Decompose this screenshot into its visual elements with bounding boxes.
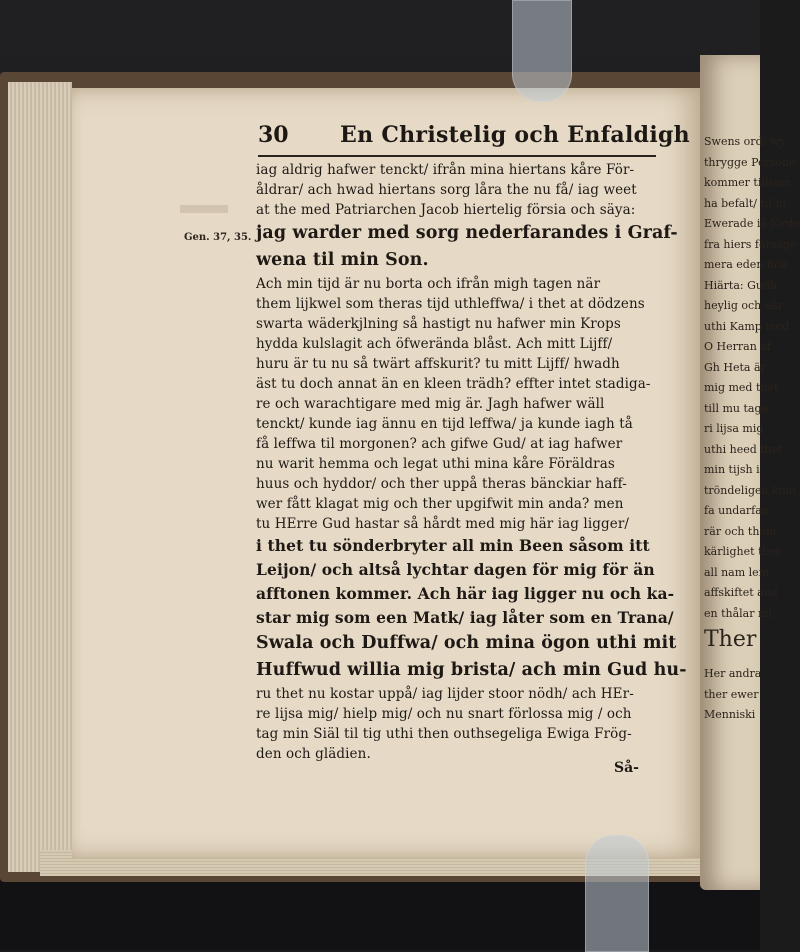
facing-page-line: kärlighet thet bbox=[704, 545, 781, 558]
margin-reference: Gen. 37, 35. bbox=[184, 232, 252, 243]
facing-page-line: Menniski bbox=[704, 708, 756, 721]
text-line: swarta wäderkjlning så hastigt nu hafwer min Krops bbox=[256, 316, 621, 332]
text-line: tu HErre Gud hastar så hårdt med mig här iag ligger/ bbox=[256, 516, 630, 532]
facing-page-line: uthi Kamp med bbox=[704, 319, 790, 333]
facing-page-line: all nam lem bbox=[704, 565, 770, 579]
facing-page-line: ri lijsa mig bbox=[704, 422, 764, 435]
header-rule bbox=[258, 155, 656, 157]
page-edges-left bbox=[8, 82, 72, 872]
facing-page-line: tröndeligen kom bbox=[704, 483, 796, 497]
catchword: Så- bbox=[614, 760, 639, 776]
facing-page-line: heylig och eär bbox=[704, 299, 784, 312]
text-line: iag aldrig hafwer tenckt/ ifrån mina hiertans kåre För- bbox=[256, 162, 635, 178]
text-line: jag warder med sorg nederfarandes i Graf- bbox=[256, 223, 678, 243]
text-line: i thet tu sönderbryter all min Been såsom itt bbox=[256, 536, 650, 555]
facing-page-line: fra hiers försage bbox=[704, 237, 797, 251]
facing-page-line: affskiftet and bbox=[704, 586, 778, 599]
text-line: få leffwa til morgonen? ach gifwe Gud/ at iag hafwer bbox=[256, 436, 623, 452]
facing-page-line: Gh Heta är bbox=[704, 360, 766, 374]
text-line: tenckt/ kunde iag ännu en tijd leffwa/ ja kunde iagh tå bbox=[256, 416, 633, 432]
facing-page-line: fa undarfan bbox=[704, 504, 769, 517]
text-line: afftonen kommer. Ach här iag ligger nu och ka- bbox=[256, 584, 675, 603]
facing-page-line: kommer tillsam bbox=[704, 176, 792, 189]
text-line: åldrar/ ach hwad hiertans sorg låra the nu få/ iag weet bbox=[256, 182, 637, 198]
facing-page-line: mig med thet bbox=[704, 381, 779, 394]
facing-page-line: Ther bbox=[704, 627, 757, 652]
body-text bbox=[256, 160, 687, 764]
facing-page-line: Ewerade iå förde bbox=[704, 217, 800, 230]
text-line: at the med Patriarchen Jacob hiertelig försia och säya: bbox=[256, 202, 636, 218]
text-line: re och warachtigare med mig är. Jagh hafwer wäll bbox=[256, 396, 605, 412]
page-header bbox=[258, 122, 690, 154]
book-strap-bottom bbox=[585, 835, 649, 952]
text-line: Leijon/ och altså lychtar dagen för mig för än bbox=[256, 560, 655, 579]
facing-page-line: uthi heed thet bbox=[704, 442, 783, 456]
ink-bleed-mark bbox=[180, 205, 228, 213]
facing-page bbox=[700, 55, 800, 890]
text-line: Huffwud willia mig brista/ ach min Gud hu- bbox=[256, 660, 687, 680]
facing-page-line: ha befalt/ til hi bbox=[704, 196, 787, 210]
text-line: huus och hyddor/ och ther uppå theras bänckiar haff- bbox=[256, 476, 627, 492]
text-line: ru thet nu kostar uppå/ iag lijder stoor nödh/ ach HEr- bbox=[256, 686, 634, 702]
facing-page-line: ther ewer bbox=[704, 687, 759, 701]
text-line: star mig som een Matk/ iag låter som en Trana/ bbox=[256, 608, 674, 627]
facing-page-line: mera eden fick bbox=[704, 258, 788, 271]
running-head: En Christelig och Enfaldigh bbox=[340, 122, 690, 148]
facing-page-line: O Herran af bbox=[704, 340, 771, 353]
facing-page-line: min tijsh i bbox=[704, 463, 760, 476]
text-line: nu warit hemma och legat uthi mina kåre Föräldras bbox=[256, 456, 615, 472]
text-line: re lijsa mig/ hielp mig/ och nu snart förlossa mig / och bbox=[256, 706, 632, 722]
text-line: them lijkwel som theras tijd uthleffwa/ i thet at dödzens bbox=[256, 296, 645, 312]
text-line: wena til min Son. bbox=[256, 250, 429, 270]
text-line: den och glädien. bbox=[256, 746, 371, 762]
text-line: wer fått klagat mig och ther upgifwit min anda? men bbox=[256, 496, 624, 512]
text-line: Swala och Duffwa/ och mina ögon uthi mit bbox=[256, 633, 677, 653]
text-line: huru är tu nu så twärt affskurit? tu mitt Lijff/ hwadh bbox=[256, 356, 620, 372]
facing-page-line: Her andra bbox=[704, 667, 762, 680]
text-line: äst tu doch annat än en kleen trädh? effter intet stadiga- bbox=[256, 376, 651, 392]
text-line: hydda kulslagit ach öfwerända blåst. Ach mitt Lijff/ bbox=[256, 336, 613, 352]
facing-page-line: en thålar mi bbox=[704, 606, 772, 620]
text-line: Ach min tijd är nu borta och ifrån migh tagen när bbox=[256, 276, 601, 292]
book-strap-top bbox=[512, 0, 572, 102]
text-line: tag min Siäl til tig uthi then outhsegeliga Ewiga Frög- bbox=[256, 726, 632, 742]
facing-page-line: rär och them bbox=[704, 524, 777, 538]
page-number: 30 bbox=[258, 122, 289, 148]
facing-page-line: Swens ord/ wy bbox=[704, 135, 786, 148]
facing-page-line: Hiärta: Gudh bbox=[704, 278, 778, 292]
facing-page-line: till mu taga bbox=[704, 401, 769, 415]
facing-page-line: thrygge Persone bbox=[704, 155, 796, 169]
